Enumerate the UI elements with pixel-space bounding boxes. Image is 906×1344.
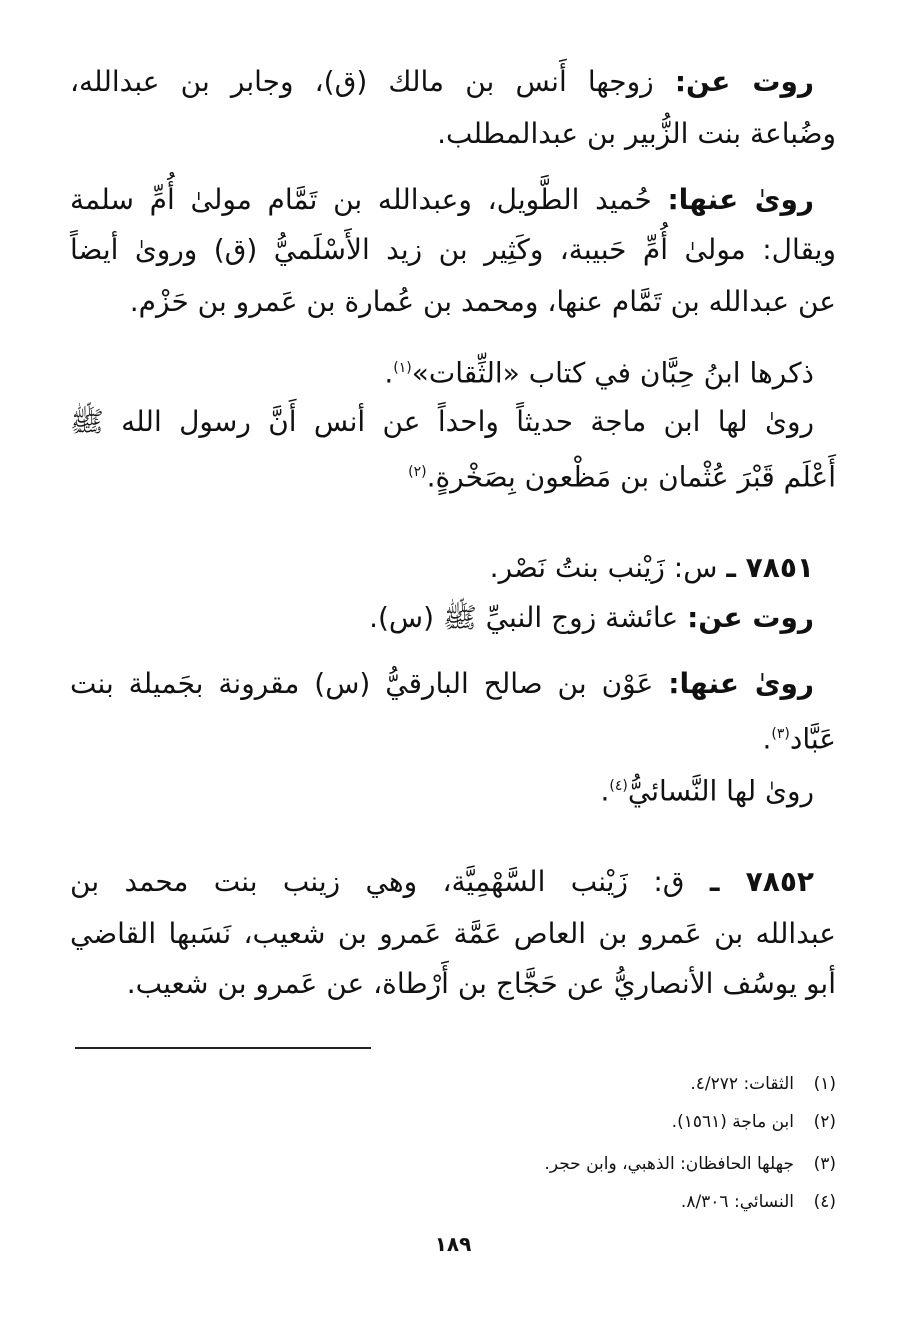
line-text: عَبَّاد [789,722,836,756]
text-line: وضُباعة بنت الزُّبير بن عبدالمطلب. [437,117,836,150]
text-line: عبدالله بن عَمرو بن العاص عَمَّة عَمرو بن شعيب، نَسَبها القاضي [70,917,836,950]
text-line: ويقال: مولىٰ أُمِّ حَبيبة، وكَثِير بن زيد الأَسْلَميُّ (ق) وروىٰ أيضاً [70,233,836,266]
line-text: ذكرها ابنُ حِبَّان في كتاب «الثِّقات» [411,356,814,390]
text-line [70,766,814,811]
text-line: عن عبدالله بن تَمَّام عنها، ومحمد بن عُمارة بن عَمرو بن حَزْم. [129,285,836,318]
footnote-text: النسائي: ٨/٣٠٦. [680,1192,794,1212]
footnote-ref: (١) [393,360,412,376]
line-text: حُميد الطَّويل، وعبدالله بن تَمَّام مولىٰ أُمِّ سلمة [70,183,668,216]
footnote-ref: (٤) [609,778,628,794]
text-line: روىٰ لها ابن ماجة حديثاً واحداً عن أنس أَنَّ رسول الله ﷺ [70,405,814,438]
entry-number: ٧٨٥١ ـ [726,551,814,584]
text-line [70,452,836,497]
text-line [70,62,814,102]
label-rawat-an: روت عن: [674,65,814,98]
line-text: عائشة زوج النبيِّ ﷺ (س). [369,601,688,634]
line-text: روىٰ لها النَّسائيُّ [627,774,814,808]
line-text: أَعْلَم قَبْرَ عُثْمان بن مَظْعون بِصَخْرةٍ. [426,460,836,494]
text-line [70,714,836,759]
line-text: ق: زَيْنب السَّهْمِيَّة، وهي زينب بنت محمد بن [70,865,710,898]
footnote-text: الثقات: ٤/٢٧٢. [690,1074,794,1094]
label-rawa-anha: روىٰ عنها: [667,183,814,216]
label-rawa-anha: روىٰ عنها: [668,667,815,700]
footnote-number: (١) [813,1074,836,1094]
footnote-ref: (٣) [771,726,790,742]
entry-heading [70,548,814,588]
footnote-separator [75,1047,371,1049]
footnote-number: (٢) [813,1112,836,1132]
line-text: . [600,774,610,808]
footnote-ref: (٢) [408,464,427,480]
footnote [672,1110,836,1134]
text-line [70,664,814,704]
entry-heading [70,862,814,902]
footnote [544,1152,836,1176]
label-rawat-an: روت عن: [687,601,814,634]
footnote [690,1072,836,1096]
footnote-text: جهلها الحافظان: الذهبي، وابن حجر. [544,1154,794,1174]
line-text: س: زَيْنب بنتُ نَصْر. [489,551,727,584]
text-line [70,598,814,638]
footnote-number: (٤) [813,1192,836,1212]
page-number: ١٨٩ [434,1232,472,1256]
text-line [70,348,814,393]
text-line [70,180,814,220]
text-line: أبو يوسُف الأنصاريُّ عن حَجَّاج بن أَرْطاة، عن عَمرو بن شعيب. [126,967,836,1000]
line-text: زوجها أَنس بن مالك (ق)، وجابر بن عبدالله، [70,65,675,98]
footnote [681,1190,836,1214]
entry-number: ٧٨٥٢ ـ [709,865,814,898]
footnote-text: ابن ماجة (١٥٦١). [671,1112,794,1132]
line-text: . [762,722,772,756]
footnote-number: (٣) [813,1154,836,1174]
line-text: عَوْن بن صالح البارقيُّ (س) مقرونة بجَميلة بنت [70,667,669,700]
line-text: . [384,356,394,390]
